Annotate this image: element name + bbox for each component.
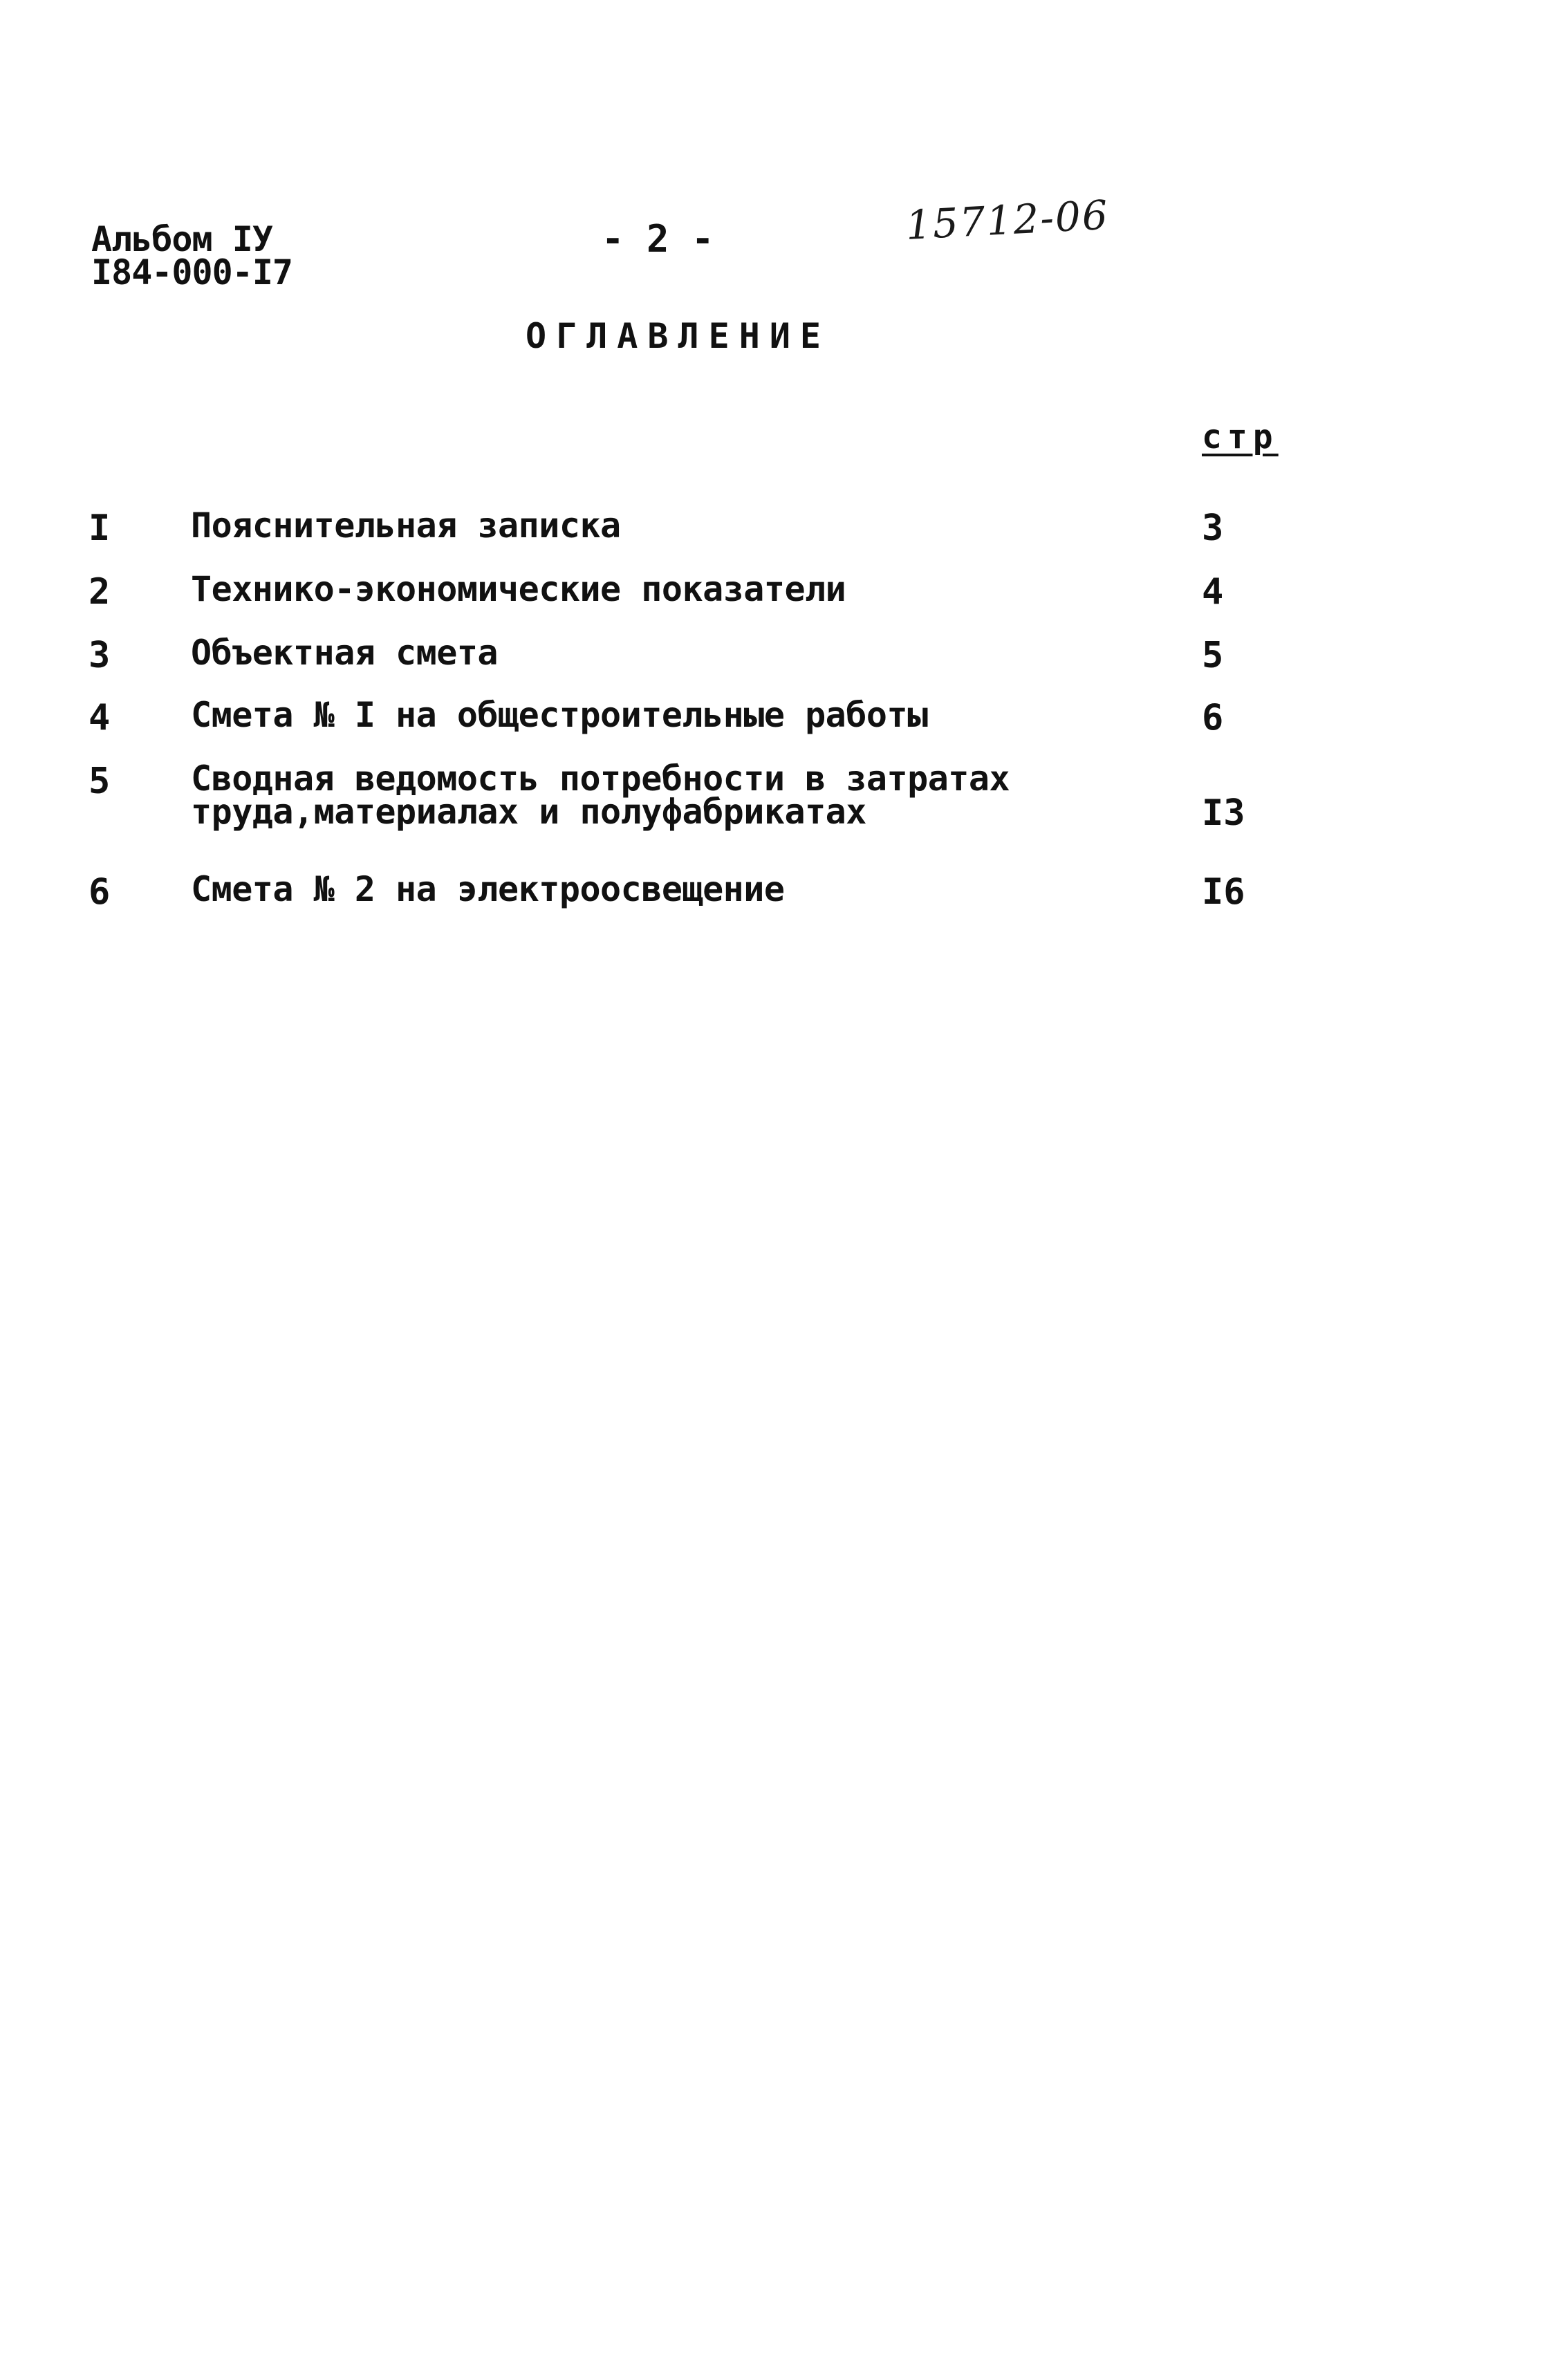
toc-entry-page: 5 xyxy=(1202,635,1224,676)
toc-entry-number: 5 xyxy=(89,761,111,802)
toc-entry-number: I xyxy=(89,508,111,549)
toc-entry-3 xyxy=(0,633,1560,678)
toc-entry-page: 6 xyxy=(1202,697,1224,738)
toc-entry-number: 6 xyxy=(89,871,111,913)
toc-entry-text: Пояснительная записка xyxy=(191,505,621,546)
page-column-header: стр xyxy=(1202,418,1279,456)
toc-title: ОГЛАВЛЕНИЕ xyxy=(526,316,831,356)
toc-entry-number: 4 xyxy=(89,697,111,738)
page-number: - 2 - xyxy=(602,217,714,261)
toc-entry-text: Смета № I на общестроительные работы xyxy=(191,695,928,735)
toc-entry-5 xyxy=(0,759,1560,838)
toc-entry-text: Объектная смета xyxy=(191,633,499,673)
toc-entry-number: 3 xyxy=(89,635,111,676)
handwritten-code: 15712-06 xyxy=(904,191,1111,249)
toc-entry-text: Технико-экономические показатели xyxy=(191,569,846,609)
toc-entry-6 xyxy=(0,869,1560,914)
toc-entry-page: 3 xyxy=(1202,508,1224,549)
toc-entry-page: 4 xyxy=(1202,571,1224,613)
album-label: Альбом IУ xyxy=(91,219,272,259)
toc-entry-text: Сводная ведомость потребности в затратах труда,материалах и полуфабрикатах xyxy=(191,759,1010,832)
toc-entry-text: Смета № 2 на электроосвещение xyxy=(191,869,785,909)
toc-entry-number: 2 xyxy=(89,571,111,613)
toc-entry-4 xyxy=(0,695,1560,740)
toc-entry-page: I6 xyxy=(1202,871,1245,913)
album-code: I84-000-I7 xyxy=(91,252,293,292)
toc-entry-2 xyxy=(0,569,1560,614)
toc-entry-1 xyxy=(0,505,1560,550)
toc-entry-page: I3 xyxy=(1202,792,1245,834)
